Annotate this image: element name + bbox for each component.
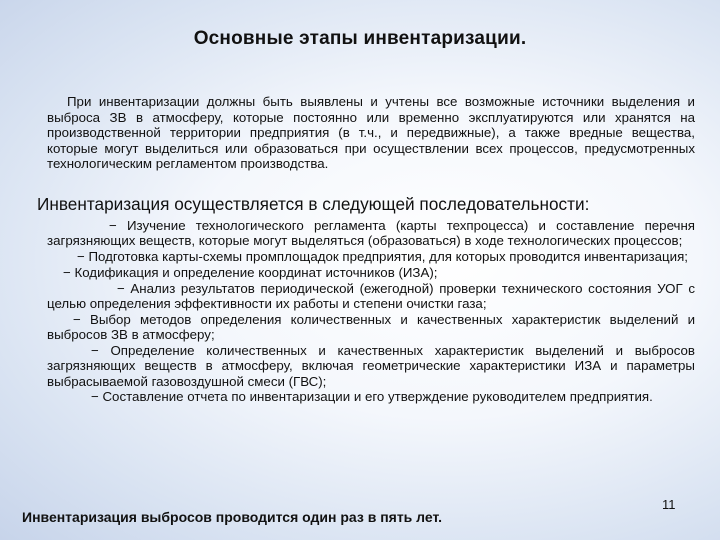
step-item: − Изучение технологического регламента (карты техпроцесса) и составление перечня загрязняющих веществ, которые могут выделяться (образоваться) в ходе технологических процессов; xyxy=(47,218,695,249)
step-item: − Составление отчета по инвентаризации и его утверждение руководителем предприятия. xyxy=(91,389,653,405)
steps-list xyxy=(47,218,695,405)
step-item: − Кодификация и определение координат источников (ИЗА); xyxy=(63,264,438,280)
footer-note: Инвентаризация выбросов проводится один раз в пять лет. xyxy=(22,509,442,525)
step-item: − Подготовка карты-схемы промплощадок предприятия, для которых проводится инвентаризация; xyxy=(77,249,688,265)
step-item: − Анализ результатов периодической (ежегодной) проверки технического состояния УОГ с целью определения эффективности их работы и степени очистки газа; xyxy=(47,280,695,311)
intro-paragraph: При инвентаризации должны быть выявлены и учтены все возможные источники выделения и выброса ЗВ в атмосферу, которые постоянно или временно эксплуатируются или хранятся на производственной территории предприятия (в т.ч., и передвижные), а также вредные вещества, которые могут выделиться или образоваться при осуществлении всех процессов, предусмотренных технологическим регламентом производства. xyxy=(47,94,695,172)
slide-title: Основные этапы инвентаризации. xyxy=(193,28,527,49)
sequence-subheading: Инвентаризация осуществляется в следующей последовательности: xyxy=(37,194,590,214)
page-number: 11 xyxy=(662,497,676,512)
step-item: − Определение количественных и качественных характеристик выделений и выбросов загрязняющих веществ в атмосферу, включая геометрические характеристики ИЗА и параметры выбрасываемой газовоздушной смеси (ГВС); xyxy=(47,342,695,389)
step-item: − Выбор методов определения количественных и качественных характеристик выделений и выбросов ЗВ в атмосферу; xyxy=(47,311,695,343)
